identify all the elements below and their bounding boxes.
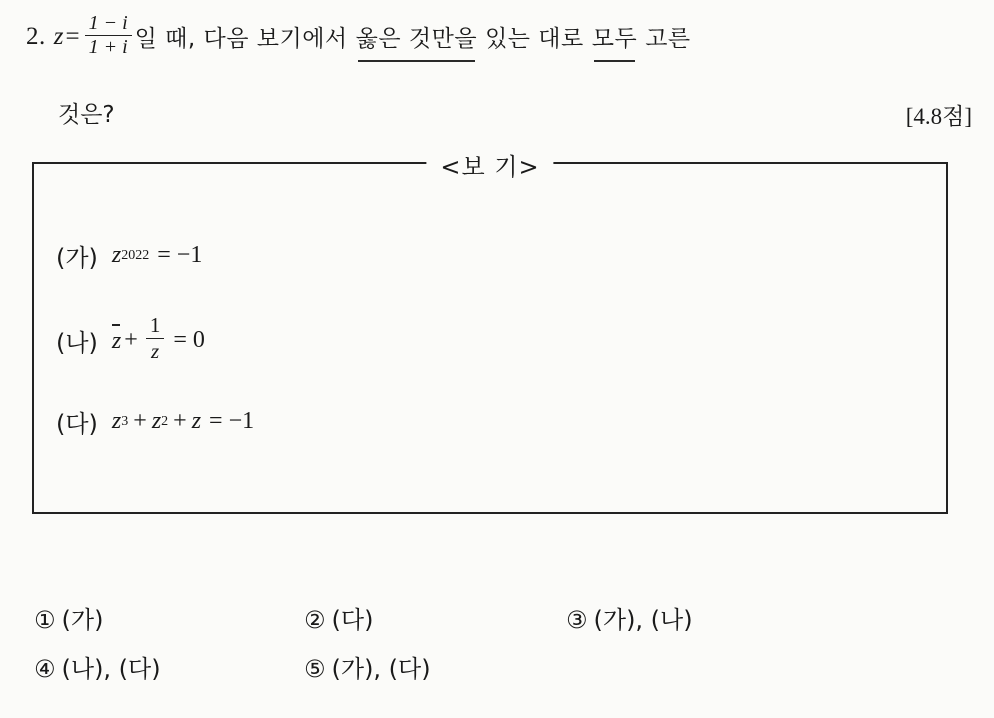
fraction-denominator: 1 + i xyxy=(85,35,132,58)
question-stem-line-1 xyxy=(26,14,976,59)
bogi-item-da-relation: = −1 xyxy=(209,408,255,434)
answer-label-2: (다) xyxy=(331,606,374,634)
stem-text-middle: 있는 대로 xyxy=(485,26,584,52)
question-stem-line-2: 것은? xyxy=(58,102,115,128)
stem-text-end: 고른 xyxy=(645,26,691,52)
bogi-item-na-fraction-numerator: 1 xyxy=(149,313,161,337)
bogi-item-da-tag: (다) xyxy=(56,410,98,438)
variable-z: z xyxy=(53,22,64,50)
bogi-item-na-plus: + xyxy=(124,327,138,354)
bogi-item-da-term2: z xyxy=(151,408,162,434)
answer-label-3: (가), (나) xyxy=(593,606,693,634)
bogi-item-na-fraction xyxy=(145,314,166,363)
answer-option-5[interactable] xyxy=(304,649,566,684)
bogi-item-na xyxy=(56,313,205,365)
bogi-box xyxy=(32,153,948,514)
stem-underlined-correct-only: 옳은 것만을 xyxy=(356,20,477,53)
stem-underlined-all: 모두 xyxy=(592,20,637,53)
bogi-item-na-conjugate-z: z xyxy=(111,328,122,355)
bogi-item-ga-tag: (가) xyxy=(56,244,98,272)
bogi-item-da-exponent2: 2 xyxy=(161,413,169,429)
answer-label-1: (가) xyxy=(61,606,104,634)
answer-option-4[interactable] xyxy=(34,649,304,684)
answer-marker-4: ④ xyxy=(34,655,56,683)
bogi-item-ga-exponent: 2022 xyxy=(121,247,150,263)
answer-option-1[interactable] xyxy=(34,600,304,635)
bogi-item-da-term3: z xyxy=(191,408,202,434)
bogi-item-da-plus1: + xyxy=(133,408,147,434)
question-number: 2. xyxy=(26,22,46,50)
answer-marker-5: ⑤ xyxy=(304,655,326,683)
answer-row-1 xyxy=(34,600,954,635)
bogi-item-da xyxy=(56,404,254,439)
answer-label-4: (나), (다) xyxy=(61,655,161,683)
bogi-item-na-fraction-denominator: z xyxy=(146,338,164,363)
question-points: [4.8점] xyxy=(905,104,972,129)
stem-text-after-fraction: 일 때, 다음 보기에서 xyxy=(134,26,348,52)
bogi-item-na-relation: = 0 xyxy=(173,327,205,354)
fraction-numerator: 1 − i xyxy=(88,12,128,34)
answer-option-3[interactable] xyxy=(566,600,846,635)
bogi-box-title: <보 기> xyxy=(426,147,553,182)
answer-marker-3: ③ xyxy=(566,606,588,634)
equals-sign: = xyxy=(65,22,80,50)
bogi-item-na-tag: (나) xyxy=(56,329,98,358)
bogi-item-ga xyxy=(56,238,202,273)
answer-option-2[interactable] xyxy=(304,600,566,635)
bogi-item-da-term1: z xyxy=(111,408,122,434)
answer-marker-2: ② xyxy=(304,606,326,634)
bogi-item-ga-base: z xyxy=(111,242,122,268)
bogi-item-ga-relation: = −1 xyxy=(157,242,203,268)
bogi-item-da-exponent1: 3 xyxy=(121,413,129,429)
fraction-1-minus-i-over-1-plus-i xyxy=(85,13,132,58)
answer-marker-1: ① xyxy=(34,606,56,634)
answer-label-5: (가), (다) xyxy=(331,655,431,683)
answer-row-2 xyxy=(34,649,954,684)
bogi-item-da-plus2: + xyxy=(173,408,187,434)
answer-options xyxy=(34,600,954,698)
